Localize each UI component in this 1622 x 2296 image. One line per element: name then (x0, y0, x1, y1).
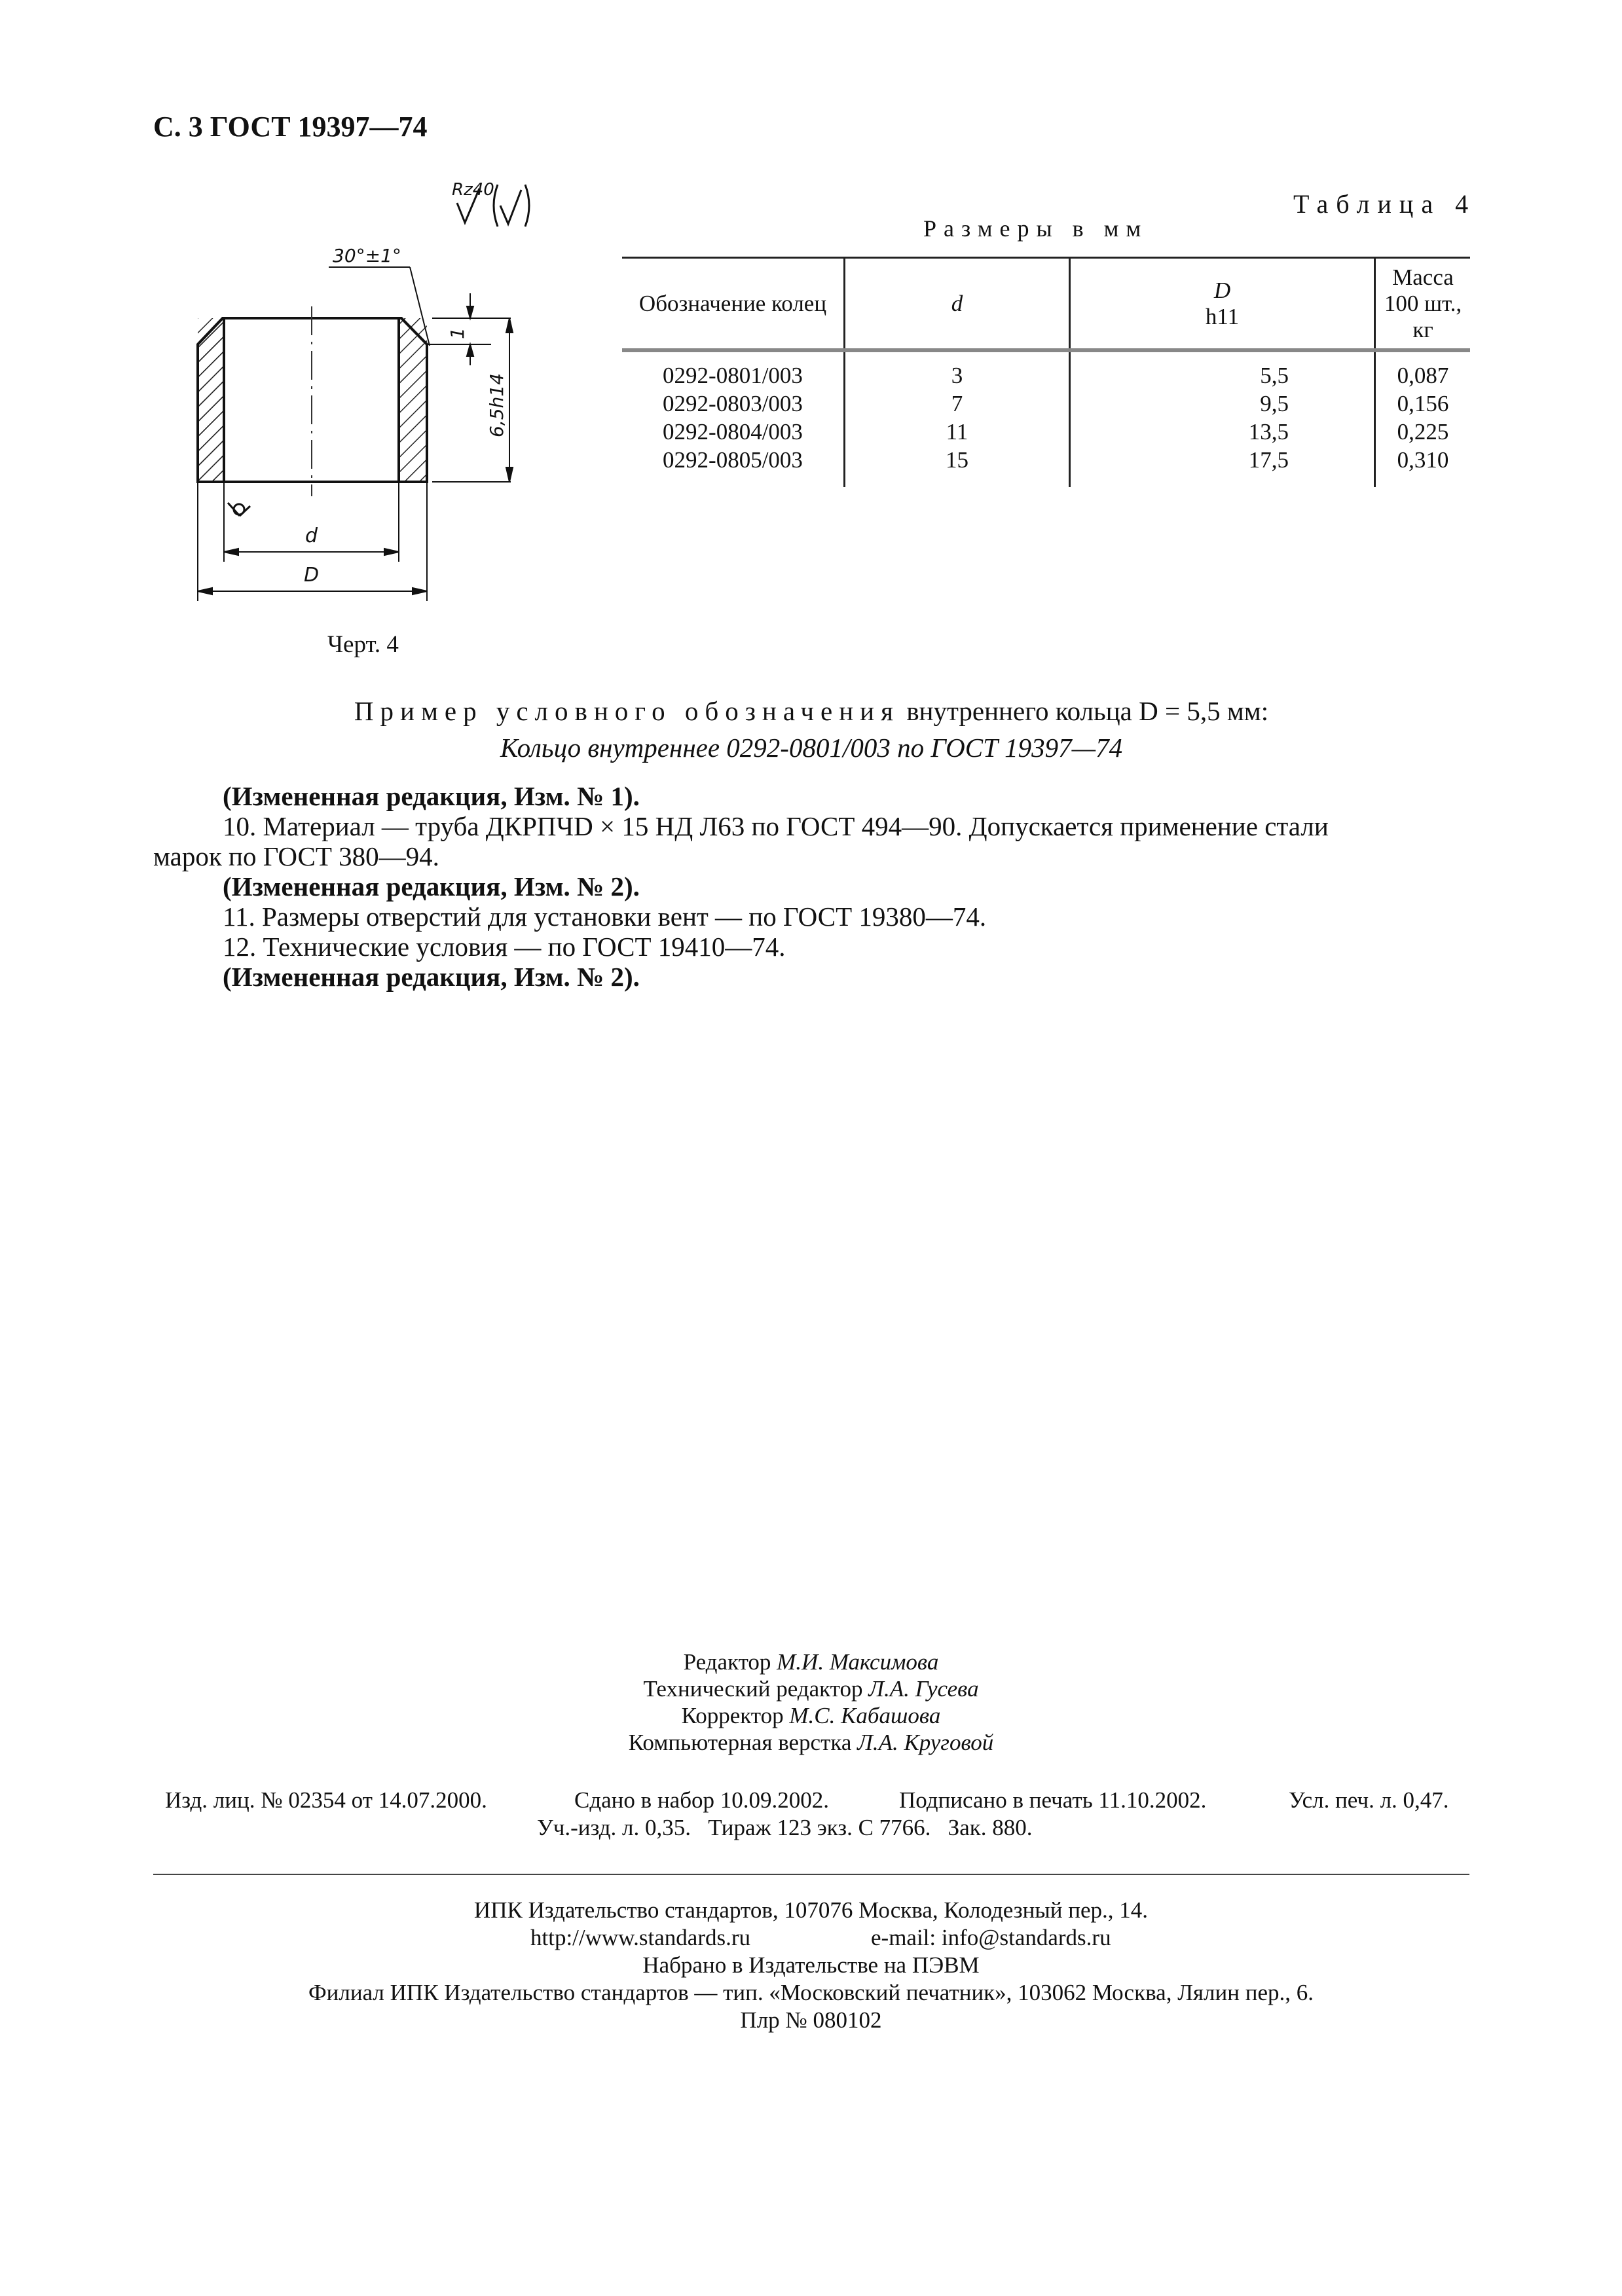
cell-mass: 0,310 (1375, 446, 1471, 487)
table-number: Таблица 4 (1293, 189, 1477, 219)
dimensions-table (622, 257, 1470, 487)
credit-layout (0, 1729, 1622, 1756)
table-row (622, 350, 1470, 390)
revision-note-2a: (Измененная редакция, Изм. № 2). (223, 871, 640, 902)
col-mass: Масса 100 шт., кг (1375, 258, 1471, 351)
example-rest: внутреннего кольца D = 5,5 мм: (906, 696, 1269, 726)
dim-d-label: d (305, 524, 318, 547)
col-d: d (845, 258, 1070, 351)
credit-corrector-label: Корректор (681, 1703, 784, 1728)
credit-layout-name: Л.А. Круговой (857, 1730, 994, 1755)
cell-designation: 0292-0803/003 (663, 391, 803, 416)
cell-D: 5,5 (1070, 350, 1375, 390)
cell-d: 15 (845, 446, 1070, 487)
credit-tech-name: Л.А. Гусева (868, 1676, 979, 1702)
publisher-contact-line (0, 1924, 1622, 1952)
publisher-line-3: Набрано в Издательстве на ПЭВМ (642, 1952, 980, 1978)
credit-layout-label: Компьютерная верстка (628, 1730, 852, 1755)
revision-note-2b: (Измененная редакция, Изм. № 2). (223, 962, 640, 992)
item-10-line-2: марок по ГОСТ 380—94. (153, 841, 439, 871)
example-designation: Кольцо внутреннее 0292-0801/003 по ГОСТ 19397—74 (500, 733, 1123, 763)
cell-D: 17,5 (1070, 446, 1375, 487)
col-D-symbol: D (1213, 277, 1231, 303)
table-row (622, 390, 1470, 418)
col-designation: Обозначение колец (622, 258, 845, 351)
cell-mass: 0,156 (1375, 390, 1471, 418)
imprint-typeset: Сдано в набор 10.09.2002. (574, 1787, 830, 1813)
cell-d: 11 (845, 418, 1070, 446)
table-units: Размеры в мм (923, 215, 1149, 242)
item-10-line-1: 10. Материал — труба ДКРПЧD × 15 НД Л63 по ГОСТ 494—90. Допускается применение стали (223, 811, 1329, 841)
publisher-line-4: Филиал ИПК Издательство стандартов — тип. «Московский печатник», 103062 Москва, Лялин пер., 6. (308, 1980, 1314, 2005)
chamfer-label: 30°±1° (333, 245, 401, 266)
credit-editor (0, 1649, 1622, 1675)
cell-d: 3 (845, 350, 1070, 390)
dim-D-label: D (304, 564, 320, 587)
dim-height-label: 6,5h14 (486, 373, 507, 437)
credit-corrector-name: М.С. Кабашова (789, 1703, 941, 1728)
example-line (153, 695, 1469, 727)
credit-editor-name: М.И. Максимова (777, 1649, 939, 1675)
credits-block (0, 1649, 1622, 1756)
cell-designation: 0292-0804/003 (663, 419, 803, 445)
cell-mass: 0,225 (1375, 418, 1471, 446)
finish-marker (228, 503, 250, 516)
publisher-web: http://www.standards.ru (530, 1925, 751, 1950)
cell-designation: 0292-0805/003 (663, 447, 803, 473)
table-row (622, 446, 1470, 487)
imprint-license: Изд. лиц. № 02354 от 14.07.2000. (165, 1787, 487, 1813)
col-D (1070, 258, 1375, 351)
cell-D: 9,5 (1070, 390, 1375, 418)
credit-tech (0, 1675, 1622, 1702)
table-header-row (622, 258, 1470, 351)
ring-drawing (177, 175, 596, 613)
imprint-line-2: Уч.-изд. л. 0,35. Тираж 123 экз. С 7766. Зак. 880. (537, 1815, 1033, 1840)
dim-one-label: 1 (447, 327, 468, 339)
cell-mass: 0,087 (1375, 350, 1471, 390)
credit-tech-label: Технический редактор (643, 1676, 863, 1702)
revision-note-1: (Измененная редакция, Изм. № 1). (223, 781, 640, 811)
table-row (622, 418, 1470, 446)
publisher-line-1: ИПК Издательство стандартов, 107076 Москва, Колодезный пер., 14. (473, 1897, 1149, 1923)
item-11: 11. Размеры отверстий для установки вент — по ГОСТ 19380—74. (223, 902, 987, 932)
credit-editor-label: Редактор (683, 1649, 771, 1675)
publisher-email: e-mail: info@standards.ru (871, 1925, 1111, 1950)
imprint-signed: Подписано в печать 11.10.2002. (899, 1787, 1207, 1813)
cell-D: 13,5 (1070, 418, 1375, 446)
col-D-tolerance: h11 (1205, 303, 1240, 329)
imprint-sheets: Усл. печ. л. 0,47. (1289, 1787, 1449, 1813)
example-spaced: Пример условного обозначения (354, 696, 900, 726)
cell-designation: 0292-0801/003 (663, 363, 803, 388)
page-header: С. 3 ГОСТ 19397—74 (153, 111, 428, 143)
publisher-block (0, 1897, 1622, 2034)
divider (153, 1874, 1469, 1875)
item-12: 12. Технические условия — по ГОСТ 19410—74. (223, 932, 786, 962)
credit-corrector (0, 1702, 1622, 1729)
cell-d: 7 (845, 390, 1070, 418)
roughness-label: Rz40 (452, 180, 494, 200)
drawing-caption: Черт. 4 (327, 631, 399, 658)
publisher-line-5: Плр № 080102 (740, 2007, 882, 2033)
